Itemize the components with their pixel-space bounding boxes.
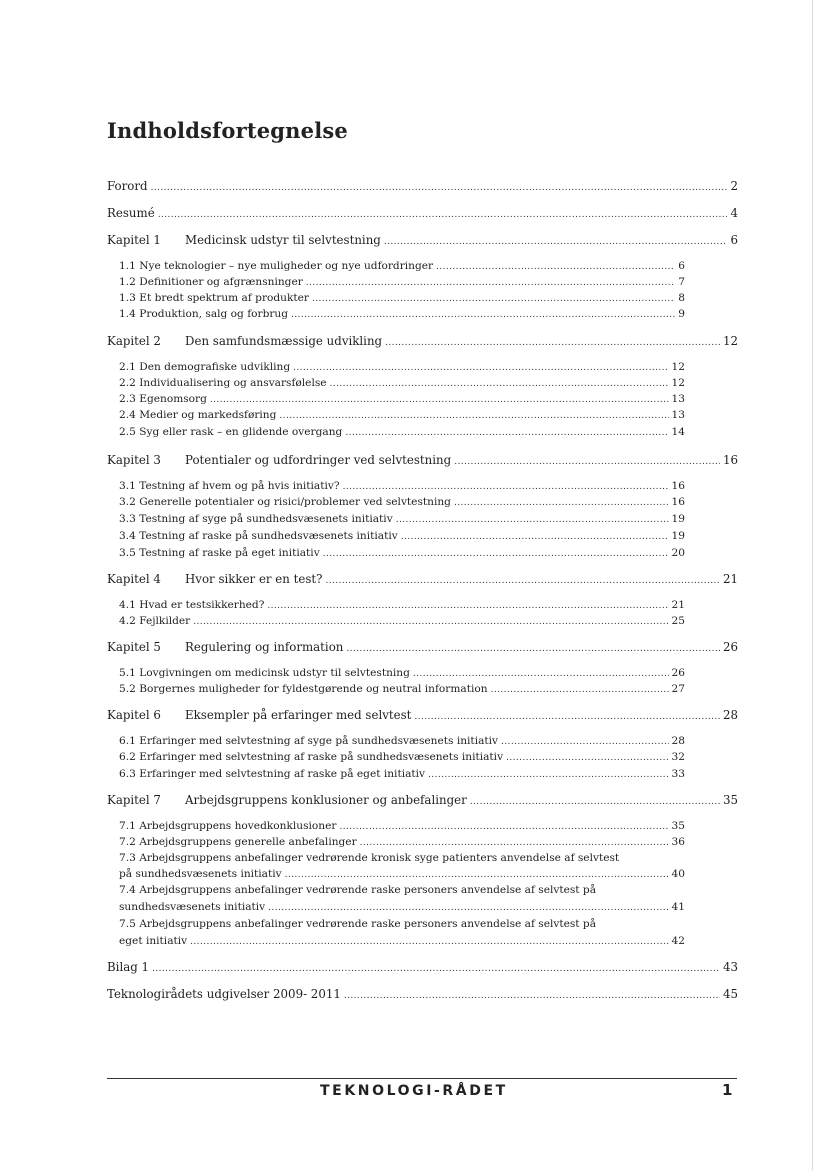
toc-page-number: 33 xyxy=(671,768,685,780)
dot-leader xyxy=(293,360,668,375)
dot-leader xyxy=(385,334,720,350)
toc-section-7-4[interactable] xyxy=(119,900,685,915)
toc-label: 6.2 Erfaringer med selvtestning af raske på sundhedsvæsenets initiativ xyxy=(119,751,504,763)
toc-section-7-2[interactable] xyxy=(119,835,685,850)
toc-label: 4.1 Hvad er testsikkerhed? xyxy=(119,599,265,611)
toc-page-number: 16 xyxy=(671,480,685,492)
dot-leader xyxy=(323,546,669,561)
toc-page-number: 32 xyxy=(671,751,685,763)
toc-page-number: 35 xyxy=(671,820,685,832)
chapter-number: Kapitel 7 xyxy=(107,793,161,807)
toc-label: Medicinsk udstyr til selvtestning xyxy=(185,233,381,247)
toc-label: 1.2 Definitioner og afgrænsninger xyxy=(119,276,303,288)
dot-leader xyxy=(306,275,675,290)
toc-section-1-3[interactable] xyxy=(119,291,685,306)
toc-label: 3.5 Testning af raske på eget initiativ xyxy=(119,547,320,559)
toc-section-7-3[interactable] xyxy=(119,867,685,882)
toc-section-3-2[interactable] xyxy=(119,495,685,510)
toc-section-2-5[interactable] xyxy=(119,425,685,440)
dot-leader xyxy=(325,572,720,588)
toc-section-2-1[interactable] xyxy=(119,360,685,375)
toc-label: 5.2 Borgernes muligheder for fyldestgørende og neutral information xyxy=(119,683,488,695)
dot-leader xyxy=(190,934,668,949)
toc-section-5-2[interactable] xyxy=(119,682,685,697)
toc-section-7-4-line1[interactable]: 7.4 Arbejdsgruppens anbefalinger vedrørende raske personers anvendelse af selvtest på xyxy=(119,884,597,896)
toc-label: 1.4 Produktion, salg og forbrug xyxy=(119,308,289,320)
toc-page-number: 45 xyxy=(722,987,738,1001)
toc-label: Regulering og information xyxy=(185,640,344,654)
toc-section-7-3-line1[interactable]: 7.3 Arbejdsgruppens anbefalinger vedrørende kronisk syge patienters anvendelse af selvtest xyxy=(119,852,620,864)
toc-chapter-1[interactable] xyxy=(107,233,738,249)
toc-page-number: 26 xyxy=(671,667,685,679)
footer-brand-logo: TEKNOLOGI-RÅDET xyxy=(320,1083,508,1099)
toc-page-number: 12 xyxy=(671,377,685,389)
toc-label: 2.4 Medier og markedsføring xyxy=(119,409,277,421)
dot-leader xyxy=(506,750,668,765)
toc-label: 3.3 Testning af syge på sundhedsvæsenets initiativ xyxy=(119,513,393,525)
toc-page-number: 13 xyxy=(671,409,685,421)
toc-section-6-1[interactable] xyxy=(119,734,685,749)
toc-page-number: 19 xyxy=(671,530,685,542)
toc-label: 6.1 Erfaringer med selvtestning af syge på sundhedsvæsenets initiativ xyxy=(119,735,499,747)
page-title: Indholdsfortegnelse xyxy=(107,118,348,143)
toc-label: 7.1 Arbejdsgruppens hovedkonklusioner xyxy=(119,820,337,832)
toc-label: 5.1 Lovgivningen om medicinsk udstyr til selvtestning xyxy=(119,667,410,679)
toc-label: 2.1 Den demografiske udvikling xyxy=(119,361,291,373)
toc-page-number: 12 xyxy=(671,361,685,373)
toc-page-number: 8 xyxy=(678,292,685,304)
toc-label: 1.1 Nye teknologier – nye muligheder og nye udfordringer xyxy=(119,260,434,272)
dot-leader xyxy=(339,819,668,834)
dot-leader xyxy=(285,867,669,882)
toc-label: 4.2 Fejlkilder xyxy=(119,615,191,627)
chapter-number: Kapitel 2 xyxy=(107,334,161,348)
toc-chapter-5[interactable] xyxy=(107,640,738,656)
toc-label: 2.3 Egenomsorg xyxy=(119,393,207,405)
toc-section-3-4[interactable] xyxy=(119,529,685,544)
dot-leader xyxy=(346,640,720,656)
dot-leader xyxy=(360,835,669,850)
toc-section-4-2[interactable] xyxy=(119,614,685,629)
toc-page-number: 36 xyxy=(671,836,685,848)
toc-label: 2.2 Individualisering og ansvarsfølelse xyxy=(119,377,327,389)
toc-page-number: 40 xyxy=(671,868,685,880)
toc-section-7-5[interactable] xyxy=(119,934,685,949)
toc-label: Arbejdsgruppens konklusioner og anbefalinger xyxy=(185,793,467,807)
dot-leader xyxy=(436,259,675,274)
toc-section-1-1[interactable] xyxy=(119,259,685,274)
toc-label: Den samfundsmæssige udvikling xyxy=(185,334,383,348)
dot-leader xyxy=(413,666,669,681)
toc-page-number: 43 xyxy=(722,960,738,974)
dot-leader xyxy=(454,495,669,510)
toc-label: 3.2 Generelle potentialer og risici/problemer ved selvtestning xyxy=(119,496,451,508)
dot-leader xyxy=(312,291,675,306)
dot-leader xyxy=(396,512,669,527)
toc-section-1-4[interactable] xyxy=(119,307,685,322)
toc-section-4-1[interactable] xyxy=(119,598,685,613)
toc-page-number: 27 xyxy=(671,683,685,695)
toc-page-number: 26 xyxy=(722,640,738,654)
dot-leader xyxy=(470,793,720,809)
toc-section-3-5[interactable] xyxy=(119,546,685,561)
toc-label: sundhedsvæsenets initiativ xyxy=(119,901,266,913)
toc-page-number: 21 xyxy=(671,599,685,611)
dot-leader xyxy=(268,900,668,915)
dot-leader xyxy=(491,682,669,697)
toc-section-6-2[interactable] xyxy=(119,750,685,765)
toc-chapter-3[interactable] xyxy=(107,453,738,469)
toc-entry-udgivelser[interactable] xyxy=(107,987,738,1003)
dot-leader xyxy=(279,408,668,423)
toc-page-number: 28 xyxy=(671,735,685,747)
toc-label: 6.3 Erfaringer med selvtestning af raske på eget initiativ xyxy=(119,768,426,780)
dot-leader xyxy=(428,767,668,782)
toc-page-number: 25 xyxy=(671,615,685,627)
toc-label: 2.5 Syg eller rask – en glidende overgang xyxy=(119,426,343,438)
chapter-number: Kapitel 4 xyxy=(107,572,161,586)
toc-section-7-5-line1[interactable]: 7.5 Arbejdsgruppens anbefalinger vedrørende raske personers anvendelse af selvtest på xyxy=(119,918,597,930)
dot-leader xyxy=(193,614,668,629)
toc-page-number: 20 xyxy=(671,547,685,559)
dot-leader xyxy=(152,960,720,976)
chapter-number: Kapitel 1 xyxy=(107,233,161,247)
toc-chapter-6[interactable] xyxy=(107,708,738,724)
toc-page-number: 6 xyxy=(730,233,738,247)
dot-leader xyxy=(330,376,669,391)
toc-page-number: 42 xyxy=(671,935,685,947)
toc-page-number: 21 xyxy=(722,572,738,586)
toc-page-number: 28 xyxy=(722,708,738,722)
toc-label: 3.4 Testning af raske på sundhedsvæsenets initiativ xyxy=(119,530,398,542)
footer-page-number: 1 xyxy=(722,1081,733,1099)
toc-section-3-3[interactable] xyxy=(119,512,685,527)
toc-label: 3.1 Testning af hvem og på hvis initiativ? xyxy=(119,480,340,492)
dot-leader xyxy=(267,598,668,613)
dot-leader xyxy=(343,479,669,494)
toc-page-number: 16 xyxy=(722,453,738,467)
toc-label: på sundhedsvæsenets initiativ xyxy=(119,868,282,880)
scan-edge-line xyxy=(812,0,813,1170)
toc-label: Forord xyxy=(107,179,148,193)
toc-section-2-3[interactable] xyxy=(119,392,685,407)
chapter-number: Kapitel 3 xyxy=(107,453,161,467)
toc-section-7-1[interactable] xyxy=(119,819,685,834)
toc-section-3-1[interactable] xyxy=(119,479,685,494)
toc-label: Potentialer og udfordringer ved selvtestning xyxy=(185,453,452,467)
toc-chapter-7[interactable] xyxy=(107,793,738,809)
toc-section-6-3[interactable] xyxy=(119,767,685,782)
dot-leader xyxy=(291,307,675,322)
toc-page-number: 9 xyxy=(678,308,685,320)
toc-entry-bilag-1[interactable] xyxy=(107,960,738,976)
toc-page-number: 7 xyxy=(678,276,685,288)
toc-page-number: 19 xyxy=(671,513,685,525)
toc-entry-resume[interactable] xyxy=(107,206,738,222)
toc-label: Resumé xyxy=(107,206,155,220)
toc-label: eget initiativ xyxy=(119,935,188,947)
toc-entry-forord[interactable] xyxy=(107,179,738,195)
chapter-number: Kapitel 6 xyxy=(107,708,161,722)
toc-section-2-4[interactable] xyxy=(119,408,685,423)
dot-leader xyxy=(454,453,720,469)
toc-page-number: 13 xyxy=(671,393,685,405)
footer-divider xyxy=(107,1078,737,1079)
toc-section-2-2[interactable] xyxy=(119,376,685,391)
toc-page-number: 35 xyxy=(722,793,738,807)
dot-leader xyxy=(384,233,728,249)
toc-chapter-2[interactable] xyxy=(107,334,738,350)
toc-label: 7.2 Arbejdsgruppens generelle anbefalinger xyxy=(119,836,357,848)
toc-page-number: 4 xyxy=(730,206,738,220)
dot-leader xyxy=(345,425,668,440)
dot-leader xyxy=(501,734,668,749)
toc-label: Eksempler på erfaringer med selvtest xyxy=(185,708,412,722)
toc-chapter-4[interactable] xyxy=(107,572,738,588)
toc-page-number: 2 xyxy=(730,179,738,193)
toc-section-5-1[interactable] xyxy=(119,666,685,681)
dot-leader xyxy=(158,206,728,222)
dot-leader xyxy=(414,708,720,724)
toc-section-1-2[interactable] xyxy=(119,275,685,290)
toc-label: 1.3 Et bredt spektrum af produkter xyxy=(119,292,309,304)
toc-page-number: 16 xyxy=(671,496,685,508)
toc-label: Hvor sikker er en test? xyxy=(185,572,323,586)
toc-page-number: 6 xyxy=(678,260,685,272)
toc-label: Bilag 1 xyxy=(107,960,150,974)
toc-page-number: 14 xyxy=(671,426,685,438)
toc-page-number: 41 xyxy=(671,901,685,913)
toc-page-number: 12 xyxy=(722,334,738,348)
dot-leader xyxy=(210,392,669,407)
dot-leader xyxy=(151,179,728,195)
dot-leader xyxy=(401,529,669,544)
chapter-number: Kapitel 5 xyxy=(107,640,161,654)
toc-label: Teknologirådets udgivelser 2009- 2011 xyxy=(107,987,341,1001)
dot-leader xyxy=(344,987,720,1003)
